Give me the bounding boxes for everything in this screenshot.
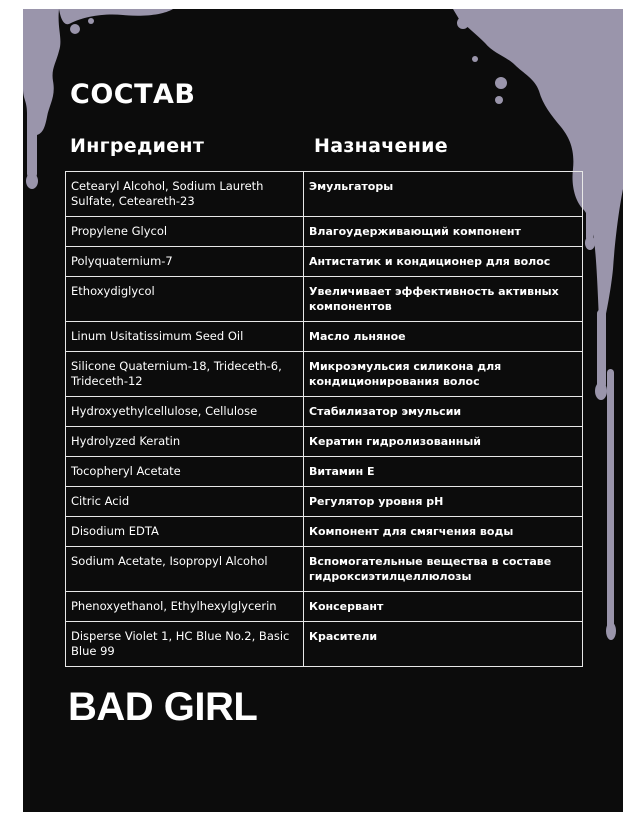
purpose-cell: Влагоудерживающий компонент (304, 217, 583, 247)
purpose-cell: Кератин гидролизованный (304, 427, 583, 457)
purpose-cell: Антистатик и кондиционер для волос (304, 247, 583, 277)
table-row (66, 427, 583, 457)
table-row (66, 547, 583, 592)
ingredient-cell: Disperse Violet 1, HC Blue No.2, Basic Blue 99 (66, 622, 304, 667)
ingredient-cell: Disodium EDTA (66, 517, 304, 547)
page-title: СОСТАВ (70, 79, 196, 110)
column-header-ingredient: Ингредиент (70, 135, 205, 157)
purpose-cell: Увеличивает эффективность активных компонентов (304, 277, 583, 322)
purpose-cell: Регулятор уровня pH (304, 487, 583, 517)
ingredients-table (65, 171, 583, 667)
purpose-cell: Красители (304, 622, 583, 667)
table-row (66, 487, 583, 517)
purpose-cell: Эмульгаторы (304, 172, 583, 217)
purpose-cell: Вспомогательные вещества в составе гидроксиэтилцеллюлозы (304, 547, 583, 592)
purpose-cell: Стабилизатор эмульсии (304, 397, 583, 427)
table-row (66, 277, 583, 322)
ingredient-cell: Tocopheryl Acetate (66, 457, 304, 487)
purpose-cell: Микроэмульсия силикона для кондиционирования волос (304, 352, 583, 397)
table-row (66, 247, 583, 277)
table-row (66, 352, 583, 397)
table-row (66, 217, 583, 247)
purpose-cell: Масло льняное (304, 322, 583, 352)
ingredient-cell: Phenoxyethanol, Ethylhexylglycerin (66, 592, 304, 622)
purpose-cell: Компонент для смягчения воды (304, 517, 583, 547)
ingredient-cell: Ethoxydiglycol (66, 277, 304, 322)
table-row (66, 517, 583, 547)
ingredient-cell: Hydroxyethylcellulose, Cellulose (66, 397, 304, 427)
table-row (66, 457, 583, 487)
table-row (66, 622, 583, 667)
ingredient-cell: Polyquaternium-7 (66, 247, 304, 277)
ingredient-cell: Linum Usitatissimum Seed Oil (66, 322, 304, 352)
table-row (66, 322, 583, 352)
brand-name: BAD GIRL (68, 685, 258, 729)
ingredient-cell: Silicone Quaternium-18, Trideceth-6, Trideceth-12 (66, 352, 304, 397)
purpose-cell: Консервант (304, 592, 583, 622)
ingredient-cell: Hydrolyzed Keratin (66, 427, 304, 457)
composition-card (23, 9, 623, 812)
ingredient-cell: Cetearyl Alcohol, Sodium Laureth Sulfate, Ceteareth-23 (66, 172, 304, 217)
purpose-cell: Витамин Е (304, 457, 583, 487)
column-header-purpose: Назначение (314, 135, 448, 157)
ingredient-cell: Sodium Acetate, Isopropyl Alcohol (66, 547, 304, 592)
ingredient-cell: Propylene Glycol (66, 217, 304, 247)
ingredient-cell: Citric Acid (66, 487, 304, 517)
table-row (66, 592, 583, 622)
table-row (66, 397, 583, 427)
table-row (66, 172, 583, 217)
